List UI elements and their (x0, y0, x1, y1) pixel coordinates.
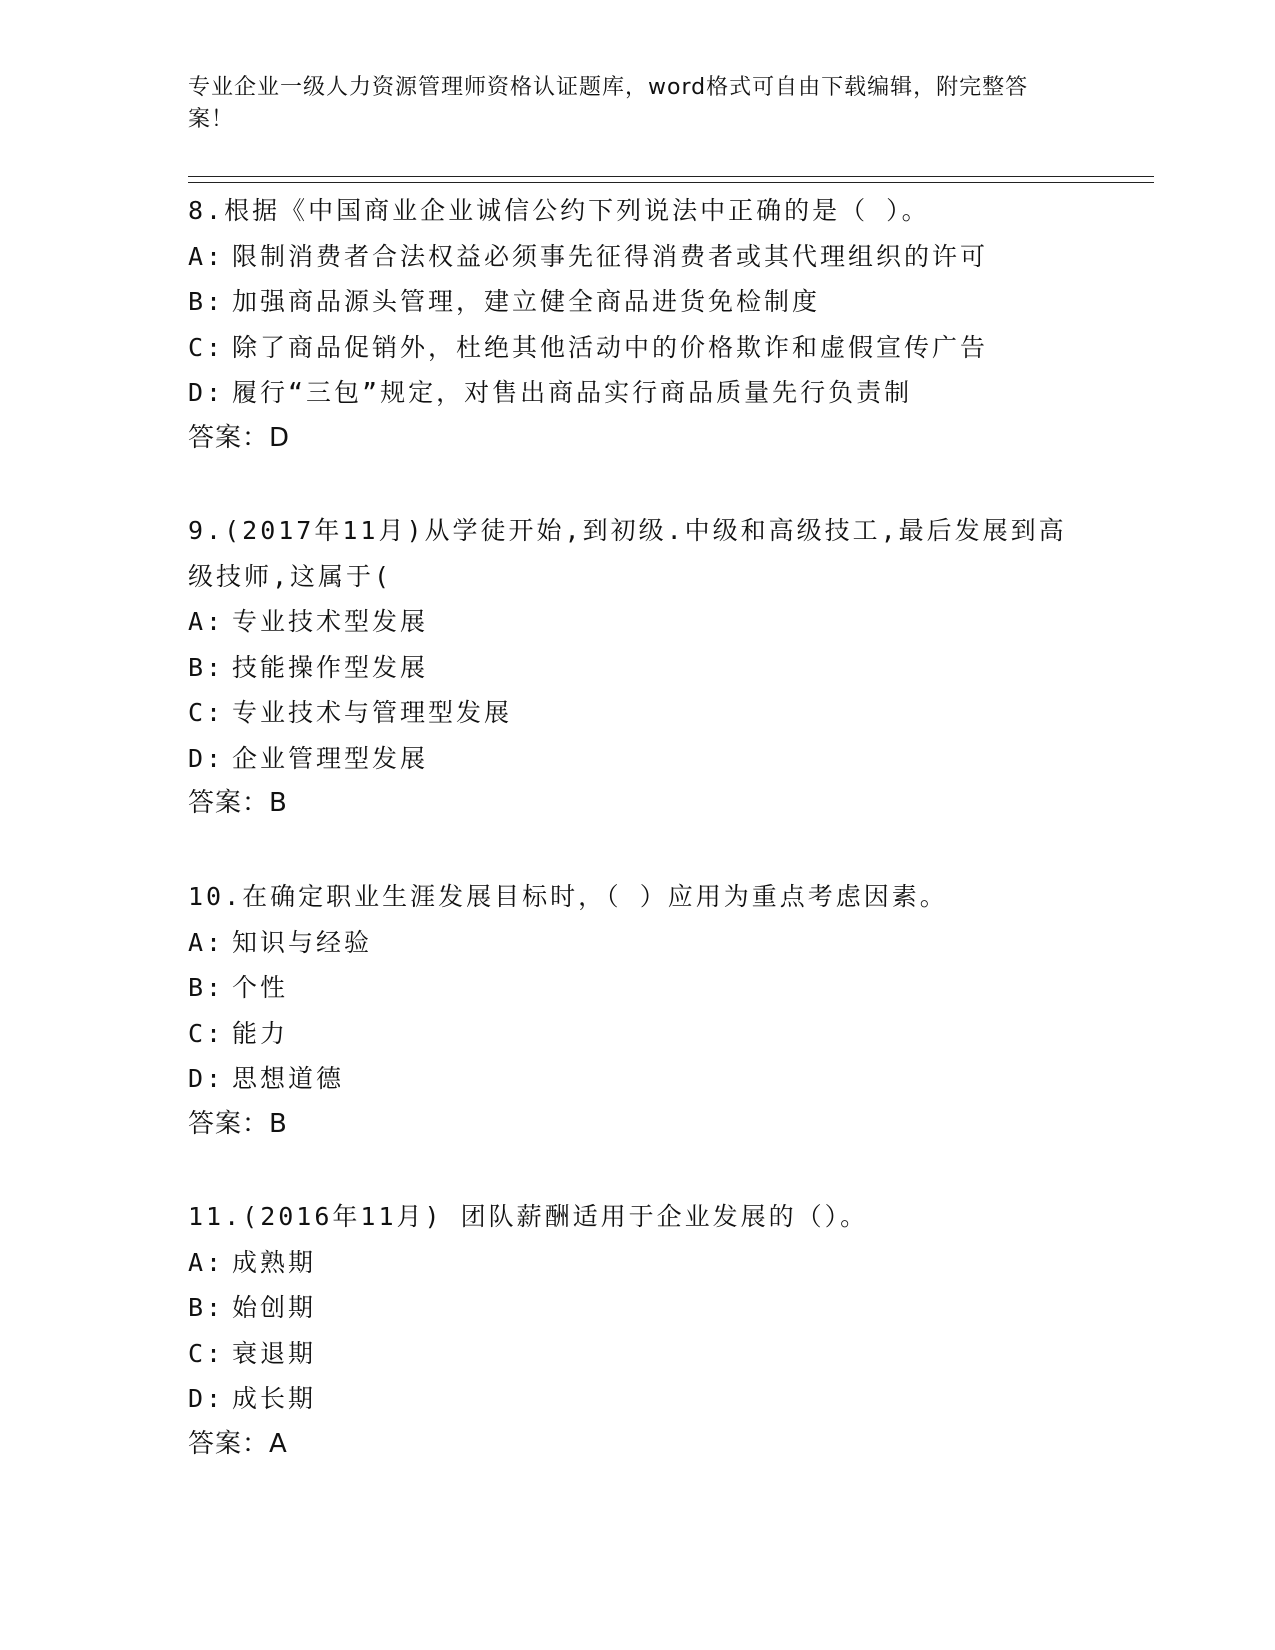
option-d (188, 1056, 1088, 1102)
question-stem: 11.(2016年11月) 团队薪酬适用于企业发展的（）。 (188, 1202, 869, 1231)
option-key: C: (188, 1338, 225, 1368)
question-stem: 8.根据《中国商业企业诚信公约下列说法中正确的是（ ）。 (188, 196, 930, 225)
option-key: B: (188, 652, 225, 682)
option-b (188, 645, 1088, 691)
option-a (188, 234, 1088, 280)
option-text: 能力 (232, 1018, 289, 1048)
option-key: A: (188, 241, 225, 271)
header-divider-top (188, 176, 1154, 177)
question-block-8 (188, 188, 1088, 461)
header-divider-bottom (188, 182, 1154, 183)
option-text: 履行“三包”规定，对售出商品实行商品质量先行负责制 (232, 378, 913, 407)
option-key: C: (188, 698, 225, 727)
question-block-9 (188, 508, 1088, 827)
answer-line: 答案：B (188, 1108, 288, 1139)
option-d (188, 1376, 1088, 1422)
option-key: B: (188, 287, 225, 316)
option-text: 知识与经验 (232, 927, 373, 957)
option-text: 企业管理型发展 (232, 743, 429, 773)
option-key: A: (188, 1247, 225, 1277)
option-key: C: (188, 332, 225, 362)
option-text: 除了商品促销外，杜绝其他活动中的价格欺诈和虚假宣传广告 (232, 332, 989, 362)
option-c (188, 690, 1088, 736)
option-text: 个性 (232, 973, 289, 1002)
option-key: C: (188, 1018, 225, 1048)
option-a (188, 920, 1088, 966)
option-key: A: (188, 927, 225, 957)
option-b (188, 1285, 1088, 1331)
question-block-11 (188, 1194, 1088, 1467)
option-text: 衰退期 (232, 1338, 317, 1368)
option-text: 技能操作型发展 (232, 652, 429, 682)
question-stem: 10.在确定职业生涯发展目标时，（ ）应用为重点考虑因素。 (188, 882, 948, 911)
option-key: D: (188, 743, 225, 773)
option-text: 成熟期 (232, 1247, 317, 1277)
option-key: D: (188, 1384, 225, 1413)
option-key: B: (188, 1293, 225, 1322)
answer-line: 答案：A (188, 1428, 288, 1459)
option-text: 思想道德 (232, 1064, 345, 1093)
question-stem: 9.(2017年11月)从学徒开始,到初级.中级和高级技工,最后发展到高级技师,这属于( (188, 516, 1067, 591)
option-c (188, 1331, 1088, 1377)
option-key: B: (188, 973, 225, 1002)
option-text: 专业技术型发展 (232, 607, 429, 636)
option-text: 限制消费者合法权益必须事先征得消费者或其代理组织的许可 (232, 241, 989, 271)
option-key: A: (188, 607, 225, 636)
option-text: 加强商品源头管理，建立健全商品进货免检制度 (232, 287, 821, 316)
option-b (188, 965, 1088, 1011)
option-b (188, 279, 1088, 325)
option-key: D: (188, 378, 225, 407)
document-header: 专业企业一级人力资源管理师资格认证题库，word格式可自由下载编辑，附完整答案！ (188, 75, 1029, 132)
option-d (188, 370, 1088, 416)
option-a (188, 1240, 1088, 1286)
option-c (188, 325, 1088, 371)
option-key: D: (188, 1064, 225, 1093)
question-block-10 (188, 874, 1088, 1147)
option-a (188, 599, 1088, 645)
answer-line: 答案：D (188, 422, 291, 453)
option-c (188, 1011, 1088, 1057)
option-text: 专业技术与管理型发展 (232, 698, 513, 727)
answer-line: 答案：B (188, 788, 288, 818)
option-text: 成长期 (232, 1384, 317, 1413)
option-text: 始创期 (232, 1293, 317, 1322)
option-d (188, 736, 1088, 782)
